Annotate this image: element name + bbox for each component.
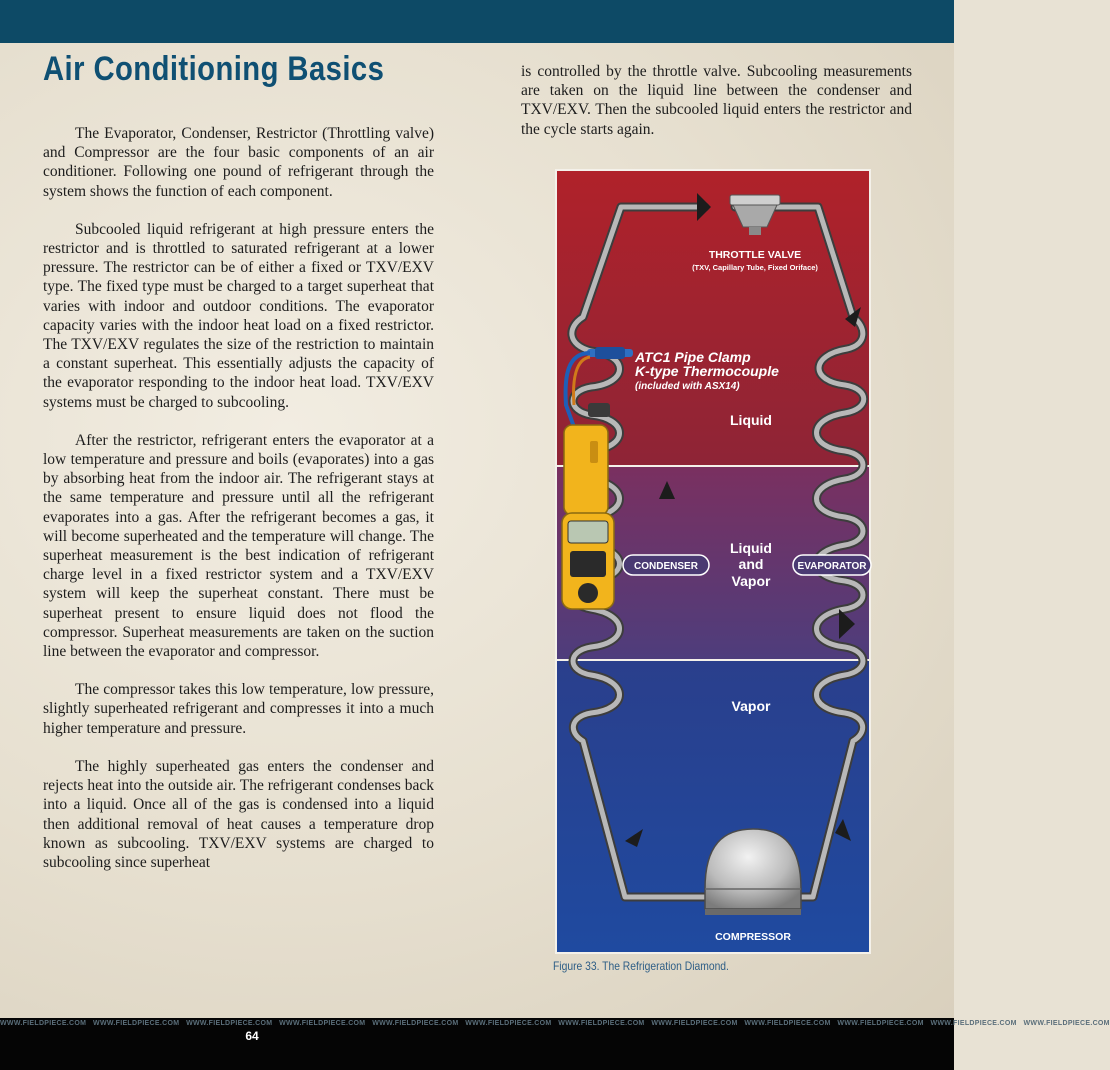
- footer-url[interactable]: WWW.FIELDPIECE.COM: [279, 1020, 366, 1027]
- figure-caption: Figure 33. The Refrigeration Diamond.: [553, 959, 729, 973]
- compressor-label: COMPRESSOR: [715, 931, 791, 943]
- compressor-icon: [705, 829, 801, 915]
- meter-dial-icon: [578, 583, 598, 603]
- liquid-zone-label: Liquid: [730, 412, 772, 428]
- meter-upper-body: [564, 425, 608, 515]
- thermocouple-label: K-type Thermocouple: [635, 363, 779, 379]
- footer-url[interactable]: WWW.FIELDPIECE.COM: [558, 1020, 645, 1027]
- evaporator-label: EVAPORATOR: [797, 561, 867, 572]
- left-column: [43, 124, 434, 891]
- meter-clip: [590, 441, 598, 463]
- footer-url[interactable]: WWW.FIELDPIECE.COM: [186, 1020, 273, 1027]
- footer-url[interactable]: WWW.FIELDPIECE.COM: [837, 1020, 924, 1027]
- probe-cable-orange: [574, 357, 590, 405]
- vapor-zone-label: Vapor: [731, 698, 771, 714]
- paragraph: The Evaporator, Condenser, Restrictor (Throttling valve) and Compressor are the four basic components of an air conditioner. Following one pound of refrigerant through the system shows the function of each component.: [43, 125, 434, 200]
- paragraph: Subcooled liquid refrigerant at high pressure enters the restrictor and is throttled to saturated refrigerant at a lower pressure. The restrictor can be of either a fixed or TXV/EXV type. The fixed type must be charged to a target superheat that varies with indoor and outdoor conditions. The evaporator capacity varies with the indoor heat load on a fixed restrictor. The TXV/EXV regulates the size of the restriction to maintain a constant superheat. This essentially adjusts the capacity of the evaporator responding to the indoor heat load. TXV/EXV systems must be charged to subcooling.: [43, 220, 434, 411]
- footer-url[interactable]: WWW.FIELDPIECE.COM: [93, 1020, 180, 1027]
- throttle-valve-label: THROTTLE VALVE: [708, 249, 802, 261]
- footer-url[interactable]: WWW.FIELDPIECE.COM: [372, 1020, 459, 1027]
- footer-url[interactable]: WWW.FIELDPIECE.COM: [744, 1020, 831, 1027]
- page-title: Air Conditioning Basics: [43, 50, 385, 88]
- footer-url[interactable]: WWW.FIELDPIECE.COM: [930, 1020, 1017, 1027]
- throttle-valve-sublabel: (TXV, Capillary Tube, Fixed Oriface): [692, 263, 818, 272]
- mixed-zone-label-2: and: [738, 556, 764, 572]
- mixed-zone-label-1: Liquid: [730, 540, 772, 556]
- footer-url-strip: [0, 1018, 1110, 1030]
- included-note: (included with ASX14): [635, 381, 740, 392]
- meter-display: [568, 521, 608, 543]
- probe-plug: [588, 403, 610, 417]
- footer-url[interactable]: WWW.FIELDPIECE.COM: [651, 1020, 738, 1027]
- paragraph: After the restrictor, refrigerant enters the evaporator at a low temperature and pressure and boils (evaporates) into a gas by absorbing heat from the indoor air. The refrigerant stays at the same temperature and pressure until all the refrigerant evaporates into a gas. After the refrigerant becomes a gas, it will become superheated and the temperature will change. The superheat measurement is the best indication of refrigerant charge level in a fixed restrictor system and a TXV/EXV system will keep the superheat constant. There must be superheat present to ensure liquid does not flood the compressor. Superheat measurements are taken on the suction line between the evaporator and compressor.: [43, 431, 434, 661]
- footer-url[interactable]: WWW.FIELDPIECE.COM: [465, 1020, 552, 1027]
- paragraph: is controlled by the throttle valve. Subcooling measurements are taken on the liquid line between the condenser and TXV/EXV. Then the subcooled liquid enters the restrictor and the cycle starts again.: [521, 63, 912, 138]
- clamp-label: ATC1 Pipe Clamp: [635, 349, 751, 365]
- top-banner: [0, 0, 954, 43]
- hvac-meter-illustration: [560, 345, 620, 615]
- paragraph: The highly superheated gas enters the condenser and rejects heat into the outside air. The refrigerant condenses back into a liquid. Once all of the gas is condensed into a liquid then additional removal of heat causes a temperature drop known as subcooling. TXV/EXV systems are charged to subcooling since superheat: [43, 757, 434, 871]
- right-column: [521, 62, 912, 158]
- footer-url[interactable]: WWW.FIELDPIECE.COM: [1023, 1020, 1110, 1027]
- condenser-label: CONDENSER: [634, 561, 698, 572]
- page-number: 64: [245, 1029, 259, 1043]
- paragraph: The compressor takes this low temperature, low pressure, slightly superheated refrigerant and compresses it into a much higher temperature and pressure.: [43, 681, 434, 737]
- meter-keypad: [570, 551, 606, 577]
- footer-url[interactable]: WWW.FIELDPIECE.COM: [0, 1020, 87, 1027]
- mixed-zone-label-3: Vapor: [731, 573, 771, 589]
